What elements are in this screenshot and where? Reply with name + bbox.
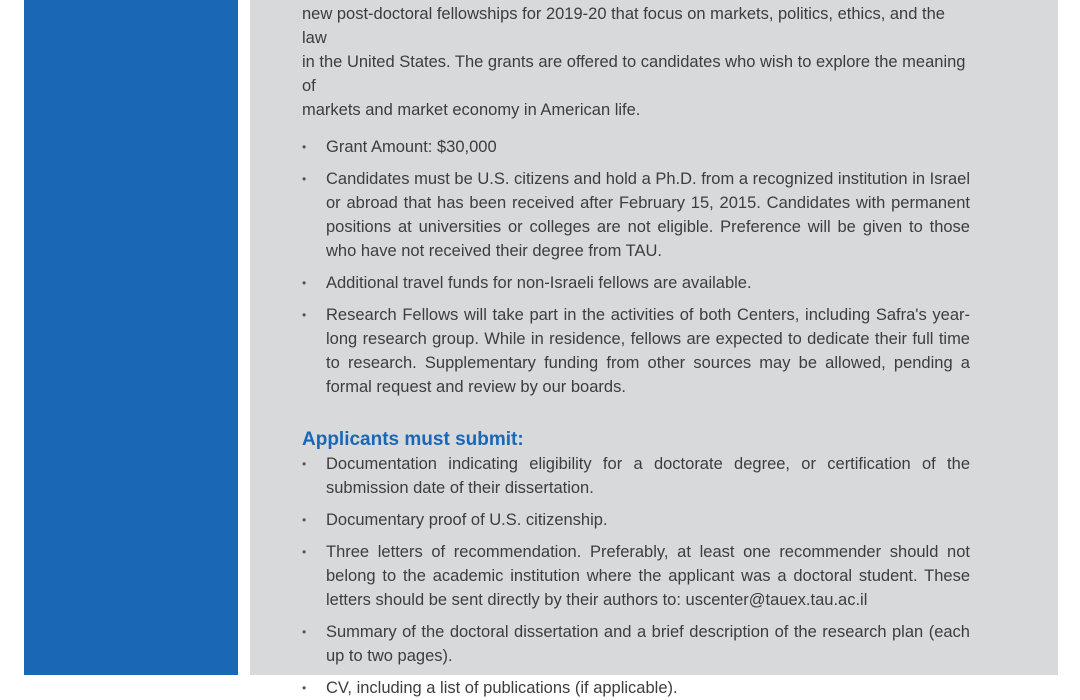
applicant-requirements-list <box>302 452 970 700</box>
document-body <box>302 0 970 700</box>
intro-paragraph <box>302 0 970 122</box>
list-item-research-fellows: • Research Fellows will take part in the activities of both Centers, including Safra's year-long research group. While in residence, fellows are expected to dedicate their full time to research. Supplementary funding from other sources may be allowed, pending a formal request and review by our boards. <box>302 303 970 399</box>
list-item-travel-funds: • Additional travel funds for non-Israeli fellows are available. <box>302 271 970 295</box>
intro-line-3: markets and market economy in American life. <box>302 101 641 119</box>
applicants-heading: Applicants must submit: <box>302 429 524 450</box>
list-item-documentation: • Documentation indicating eligibility for a doctorate degree, or certification of the submission date of their dissertation. <box>302 452 970 500</box>
intro-line-2: in the United States. The grants are offered to candidates who wish to explore the meaning of <box>302 53 966 95</box>
list-item-recommendation-letters: • Three letters of recommendation. Preferably, at least one recommender should not belong to the academic institution where the applicant was a doctoral student. These letters should be sent directly by their authors to: uscenter@tauex.tau.ac.il <box>302 540 970 612</box>
list-item-cv: • CV, including a list of publications (if applicable). <box>302 676 970 700</box>
list-item-citizenship-proof: • Documentary proof of U.S. citizenship. <box>302 508 970 532</box>
intro-line-1: new post-doctoral fellowships for 2019-20 that focus on markets, politics, ethics, and the law <box>302 5 945 47</box>
list-item-dissertation-summary: • Summary of the doctoral dissertation and a brief description of the research plan (each up to two pages). <box>302 620 970 668</box>
left-blue-sidebar <box>24 0 238 675</box>
fellowship-details-list <box>302 135 970 399</box>
list-item-grant-amount: • Grant Amount: $30,000 <box>302 135 970 159</box>
list-item-candidate-requirements: • Candidates must be U.S. citizens and hold a Ph.D. from a recognized institution in Israel or abroad that has been received after February 15, 2015. Candidates with permanent positions at universities or colleges are not eligible. Preference will be given to those who have not received their degree from TAU. <box>302 167 970 263</box>
